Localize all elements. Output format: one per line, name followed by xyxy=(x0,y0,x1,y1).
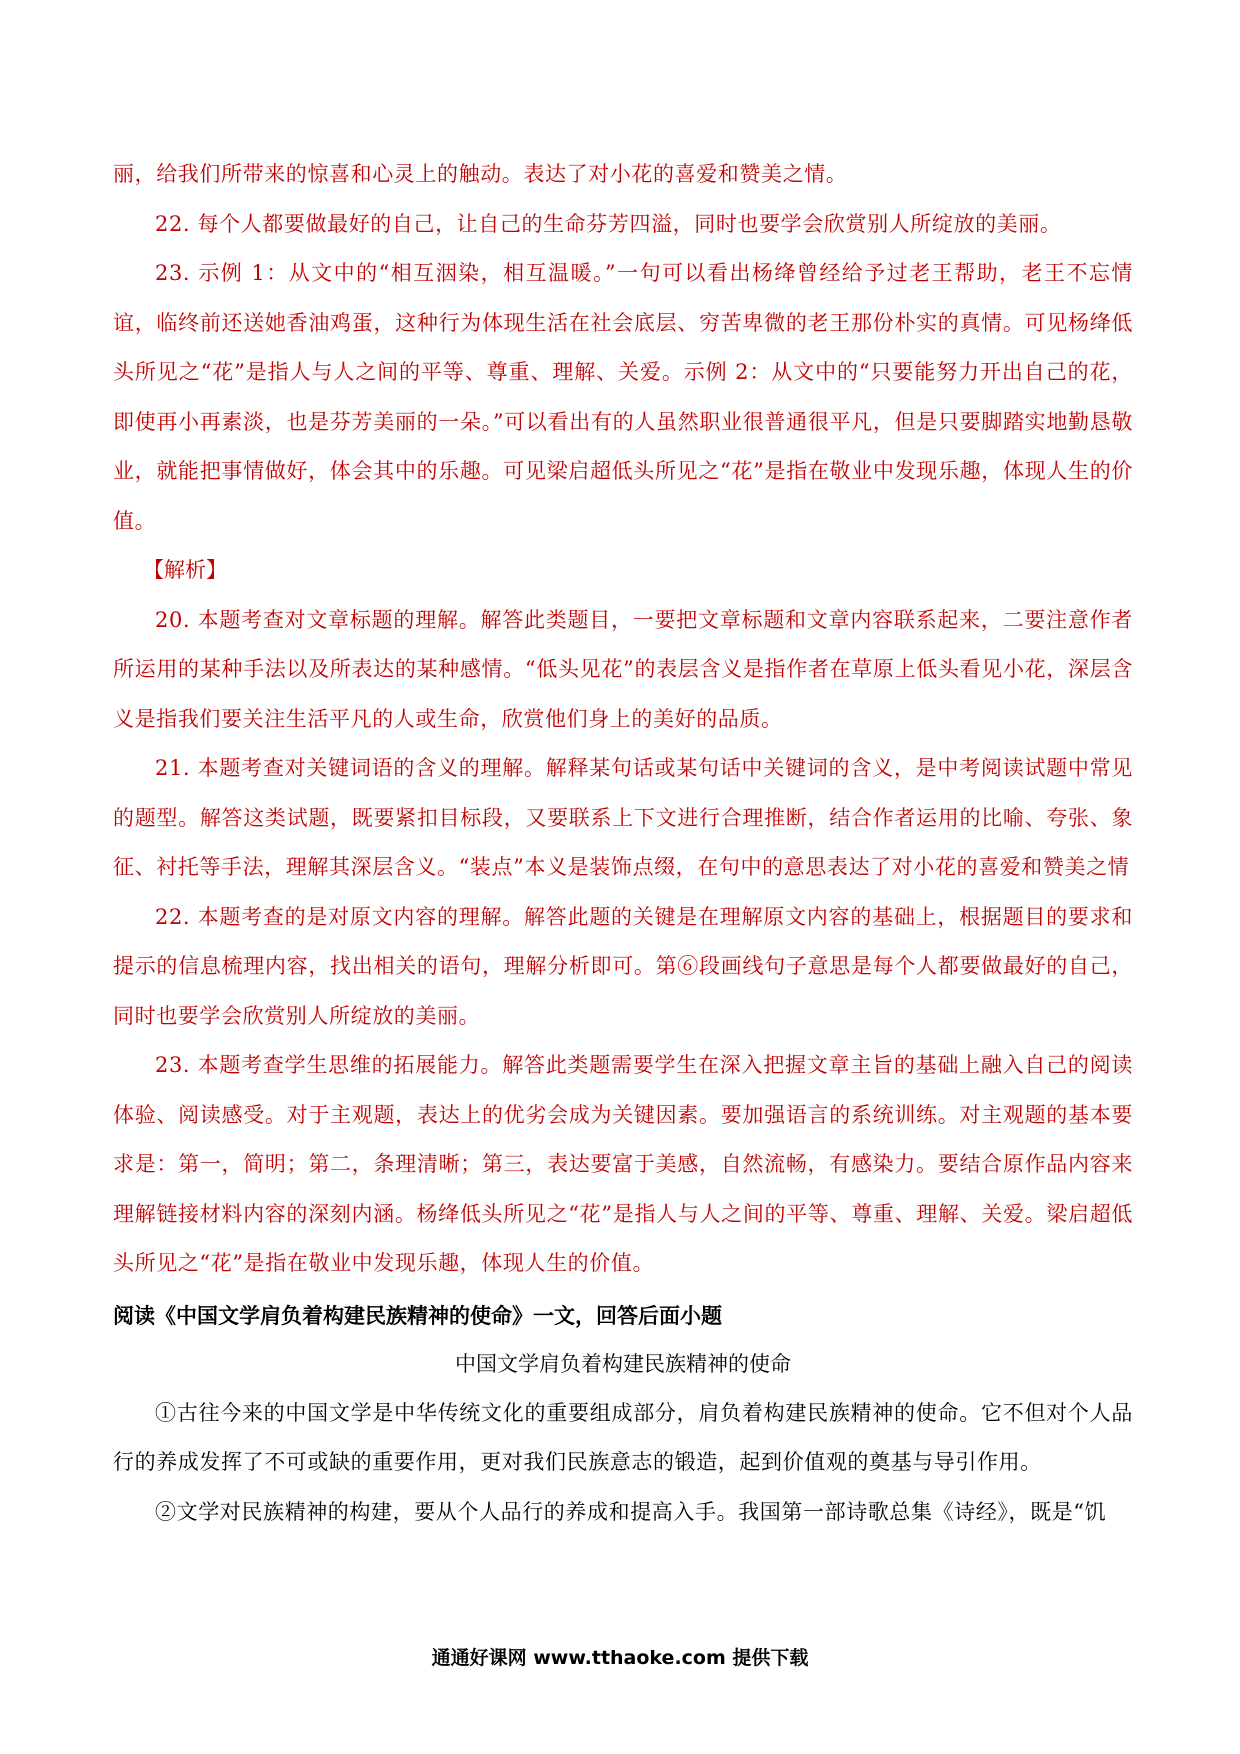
analysis-label: 【解析】 xyxy=(143,558,227,582)
analysis-21: 21. 本题考查对关键词语的含义的理解。解释某句话或某句话中关键词的含义，是中考阅读试题中常见的题型。解答这类试题，既要紧扣目标段，又要联系上下文进行合理推断，结合作者运用的比喻、夸张、象征、衬托等手法，理解其深层含义。“装点”本义是装饰点缀，在句中的意思表达了对小花的喜爱和赞美之情 xyxy=(113,756,1133,879)
answer-23: 23. 示例 1：从文中的“相互洇染，相互温暖。”一句可以看出杨绛曾经给予过老王帮助，老王不忘情谊，临终前还送她香油鸡蛋，这种行为体现生活在社会底层、穷苦卑微的老王那份朴实的真情。可见杨绛低头所见之“花”是指人与人之间的平等、尊重、理解、关爱。示例 2：从文中的“只要能努力开出自己的花，即使再小再素淡，也是芬芳美丽的一朵。”可以看出有的人虽然职业很普通很平凡，但是只要脚踏实地勤恳敬业，就能把事情做好，体会其中的乐趣。可见梁启超低头所见之“花”是指在敬业中发现乐趣，体现人生的价值。 xyxy=(113,261,1133,533)
page-content xyxy=(113,150,1133,1537)
answer-21-tail: 丽，给我们所带来的惊喜和心灵上的触动。表达了对小花的喜爱和赞美之情。 xyxy=(113,162,848,186)
article-paragraph-1: ①古往今来的中国文学是中华传统文化的重要组成部分，肩负着构建民族精神的使命。它不但对个人品行的养成发挥了不可或缺的重要作用，更对我们民族意志的锻造，起到价值观的奠基与导引作用。 xyxy=(113,1400,1133,1474)
article-paragraph-2: ②文学对民族精神的构建，要从个人品行的养成和提高入手。我国第一部诗歌总集《诗经》，既是“饥 xyxy=(155,1499,1107,1524)
reading-instruction: 阅读《中国文学肩负着构建民族精神的使命》一文，回答后面小题 xyxy=(113,1302,722,1328)
article-title: 中国文学肩负着构建民族精神的使命 xyxy=(455,1351,791,1376)
answer-22: 22. 每个人都要做最好的自己，让自己的生命芬芳四溢，同时也要学会欣赏别人所绽放的美丽。 xyxy=(155,211,1062,236)
analysis-22: 22. 本题考查的是对原文内容的理解。解答此题的关键是在理解原文内容的基础上，根据题目的要求和提示的信息梳理内容，找出相关的语句，理解分析即可。第⑥段画线句子意思是每个人都要做最好的自己，同时也要学会欣赏别人所绽放的美丽。 xyxy=(113,904,1133,1028)
analysis-23: 23. 本题考查学生思维的拓展能力。解答此类题需要学生在深入把握文章主旨的基础上融入自己的阅读体验、阅读感受。对于主观题，表达上的优劣会成为关键因素。要加强语言的系统训练。对主观题的基本要求是：第一，简明；第二，条理清晰；第三，表达要富于美感，自然流畅，有感染力。要结合原作品内容来理解链接材料内容的深刻内涵。杨绛低头所见之“花”是指人与人之间的平等、尊重、理解、关爱。梁启超低头所见之“花”是指在敬业中发现乐趣，体现人生的价值。 xyxy=(113,1053,1133,1275)
analysis-20: 20. 本题考查对文章标题的理解。解答此类题目，一要把文章标题和文章内容联系起来，二要注意作者所运用的某种手法以及所表达的某种感情。“低头见花”的表层含义是指作者在草原上低头看见小花，深层含义是指我们要关注生活平凡的人或生命，欣赏他们身上的美好的品质。 xyxy=(113,607,1133,731)
footer-source: 通通好课网 www.tthaoke.com 提供下载 xyxy=(431,1647,809,1669)
